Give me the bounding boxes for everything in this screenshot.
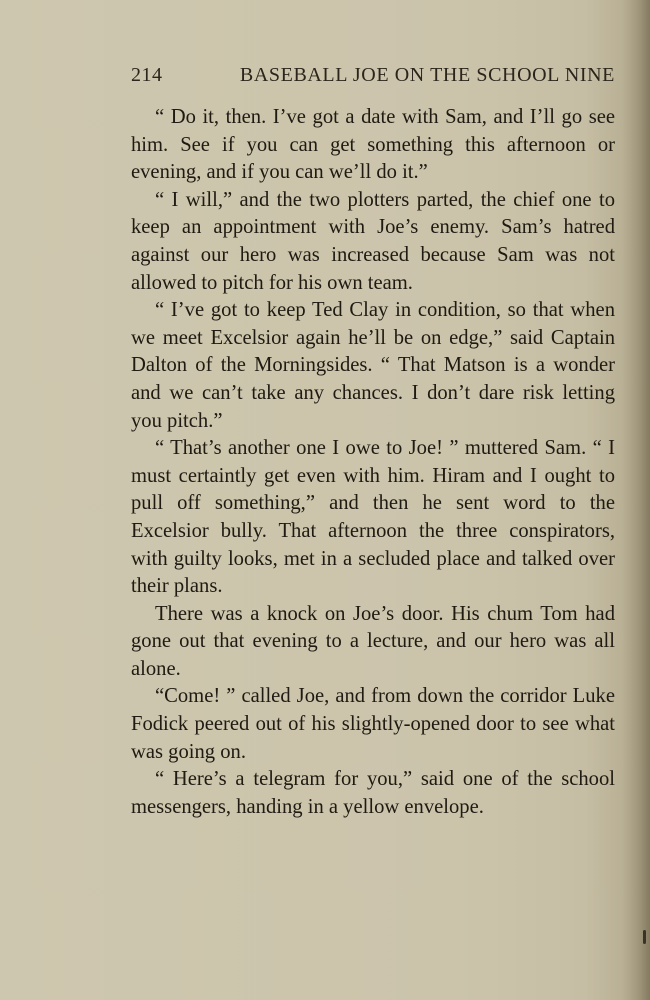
running-title: BASEBALL JOE ON THE SCHOOL NINE <box>239 64 615 86</box>
running-header <box>131 64 615 87</box>
paragraph-6: “Come! ” called Joe, and from down the corridor Luke Fodick peered out of his slightly-opened door to see what was going on. <box>131 685 615 763</box>
paragraph-1: “ Do it, then. I’ve got a date with Sam, and I’ll go see him. See if you can get something this afternoon or evening, and if you can we’ll do it.” <box>131 106 615 184</box>
paragraph-2: “ I will,” and the two plotters parted, the chief one to keep an appointment with Joe’s enemy. Sam’s hatred against our hero was increased because Sam was not allowed to pitch for his own team. <box>131 188 615 294</box>
paragraph-4: “ That’s another one I owe to Joe! ” muttered Sam. “ I must certaintly get even with him. Hiram and I ought to pull off something,” and then he sent word to the Excelsior bully. That afternoon the three conspirators, with guilty looks, met in a secluded place and talked over their plans. <box>131 437 615 598</box>
paragraph-3: “ I’ve got to keep Ted Clay in condition, so that when we meet Excelsior again he’ll be on edge,” said Captain Dalton of the Morningsides. “ That Matson is a wonder and we can’t take any chances. I don’t dare risk letting you pitch.” <box>131 299 615 432</box>
paragraph-7: “ Here’s a telegram for you,” said one of the school messengers, handing in a yellow envelope. <box>131 768 615 818</box>
paragraph-5: There was a knock on Joe’s door. His chum Tom had gone out that evening to a lecture, and our hero was all alone. <box>131 602 615 680</box>
page-edge-mark <box>643 930 646 944</box>
body-text <box>131 104 615 821</box>
page-number: 214 <box>131 64 163 86</box>
page-edge-shadow <box>622 0 650 1000</box>
